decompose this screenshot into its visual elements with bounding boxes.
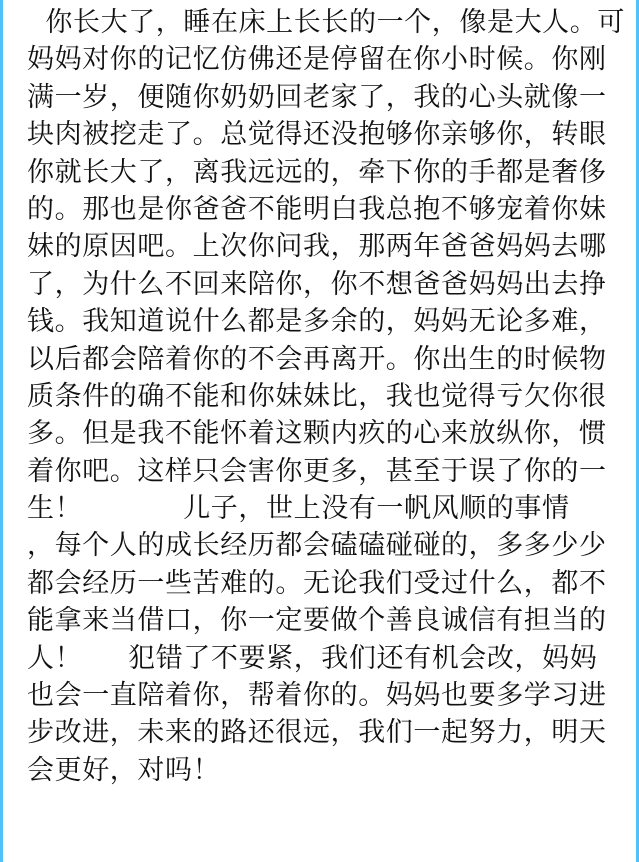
text-line: 你长大了，睡在床上长长的一个，像是大人。可 — [27, 7, 625, 38]
text-line: 质条件的确不能和你妹妹比，我也觉得亏欠你很 — [27, 380, 607, 412]
text-line: 满一岁，便随你奶奶回老家了，我的心头就像一 — [27, 81, 607, 113]
text-line: 块肉被挖走了。总觉得还没抱够你亲够你，转眼 — [27, 119, 607, 151]
letter-text — [27, 4, 627, 789]
text-line: ，每个人的成长经历都会磕磕碰碰的，多多少少 — [27, 530, 607, 562]
text-line: 人！ 犯错了不要紧，我们还有机会改，妈妈 — [27, 642, 598, 674]
text-line: 都会经历一些苦难的。无论我们受过什么，都不 — [27, 567, 607, 599]
text-line: 着你吧。这样只会害你更多，甚至于误了你的一 — [27, 455, 607, 487]
text-line: 妹的原因吧。上次你问我，那两年爸爸妈妈去哪 — [27, 231, 607, 263]
text-line: 步改进，未来的路还很远，我们一起努力，明天 — [27, 717, 607, 749]
text-line: 的。那也是你爸爸不能明白我总抱不够宠着你妹 — [27, 193, 607, 225]
text-line: 能拿来当借口，你一定要做个善良诚信有担当的 — [27, 605, 607, 637]
text-line: 也会一直陪着你，帮着你的。妈妈也要多学习进 — [27, 680, 607, 712]
text-line: 多。但是我不能怀着这颗内疚的心来放纵你，惯 — [27, 418, 607, 450]
text-line: 了，为什么不回来陪你，你不想爸爸妈妈出去挣 — [27, 268, 607, 300]
text-line: 会更好，对吗！ — [27, 754, 221, 786]
text-line: 钱。我知道说什么都是多余的，妈妈无论多难， — [27, 306, 607, 338]
text-line: 生！ 儿子，世上没有一帆风顺的事情 — [27, 493, 570, 525]
text-line: 以后都会陪着你的不会再离开。你出生的时候物 — [27, 343, 607, 375]
text-line: 妈妈对你的记忆仿佛还是停留在你小时候。你刚 — [27, 44, 607, 76]
text-line: 你就长大了，离我远远的，牵下你的手都是奢侈 — [27, 156, 607, 188]
